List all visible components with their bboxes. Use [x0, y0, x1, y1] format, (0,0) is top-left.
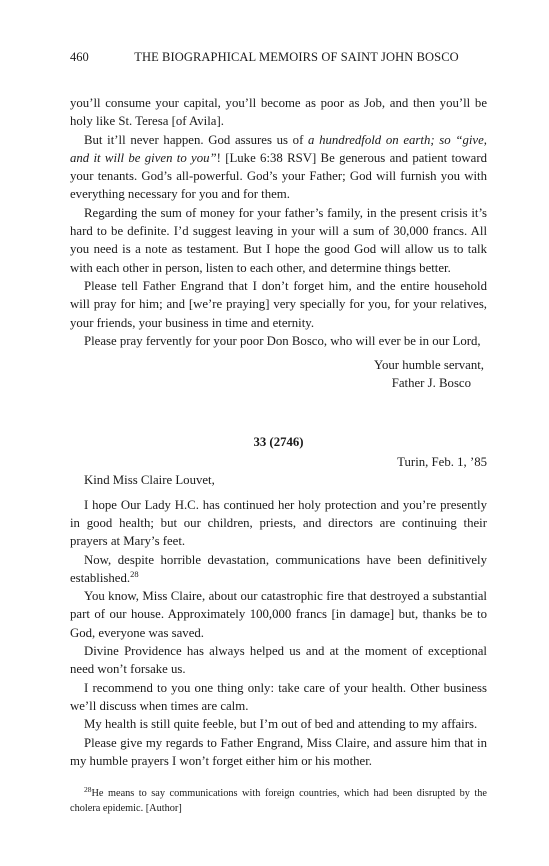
- closing: Your humble servant,: [374, 358, 484, 373]
- footnote-body: He means to say communications with foreign countries, which had been disrupted by the cholera epidemic. [Author]: [70, 788, 487, 814]
- paragraph: Please tell Father Engrand that I don’t forget him, and the entire household will pray for him; and [we’re praying] very specially for you, for your relatives, your friends, your business in time and eternity.: [70, 278, 487, 330]
- paragraph: Divine Providence has always helped us and at the moment of exceptional need won’t forsake us.: [70, 644, 487, 677]
- footnote-text: [70, 787, 487, 816]
- place-date: Turin, Feb. 1, ’85: [397, 455, 487, 470]
- text-run: But it’ll never happen. God assures us of: [84, 132, 309, 147]
- paragraph: I hope Our Lady H.C. has continued her holy protection and you’re presently in good health; but our children, priests, and directors are continuing their prayers at Mary’s feet.: [70, 497, 487, 549]
- letter-number-heading: 33 (2746): [253, 434, 304, 449]
- letter-signoff: [70, 356, 487, 393]
- paragraph: you’ll consume your capital, you’ll become as poor as Job, and then you’ll be holy like St. Teresa [of Avila].: [70, 96, 487, 129]
- text-run: Now, despite horrible devastation, communications have been definitively established.: [70, 552, 487, 585]
- signature: Father J. Bosco: [391, 376, 471, 391]
- paragraph: Please give my regards to Father Engrand, Miss Claire, and assure him that in my humble prayers I won’t forget either him or his mother.: [70, 735, 487, 768]
- salutation: Kind Miss Claire Louvet,: [84, 473, 215, 488]
- italic-quote: a hundredfold on earth; so “give, and it will be given to you”: [70, 132, 487, 165]
- paragraph: Regarding the sum of money for your father’s family, in the present crisis it’s hard to be definite. I’d suggest leaving in your will a sum of 30,000 francs. All you need is a note as testament. But I hope the good God will allow us to talk with each other in person, listen to each other, and determine things better.: [70, 205, 487, 275]
- paragraph: You know, Miss Claire, about our catastrophic fire that destroyed a substantial part of our house. Approximately 100,000 francs [in damage] but, thanks be to God, everyone was saved.: [70, 589, 487, 640]
- page: [70, 50, 487, 816]
- footnote-marker: 28: [84, 785, 92, 795]
- footnote-reference: 28: [130, 568, 139, 579]
- letter-body: [70, 496, 487, 770]
- paragraph: My health is still quite feeble, but I’m out of bed and attending to my affairs.: [84, 717, 478, 732]
- text-run: ! [Luke 6:38 RSV] Be generous and patient toward your tenants. God’s all-powerful. God’s your Father; God will furnish you with everything necessary for you and for them.: [70, 150, 487, 202]
- running-title: THE BIOGRAPHICAL MEMOIRS OF SAINT JOHN BOSCO: [134, 50, 459, 64]
- page-number: 460: [70, 50, 89, 64]
- footnote: [70, 787, 487, 816]
- paragraph: [70, 131, 487, 204]
- paragraph: [70, 551, 487, 588]
- paragraph: I recommend to you one thing only: take care of your health. Other business we’ll discuss when times are calm.: [70, 680, 487, 713]
- body-text: [70, 94, 487, 770]
- paragraph: Please pray fervently for your poor Don Bosco, who will ever be in our Lord,: [84, 333, 481, 348]
- running-head: [70, 50, 487, 66]
